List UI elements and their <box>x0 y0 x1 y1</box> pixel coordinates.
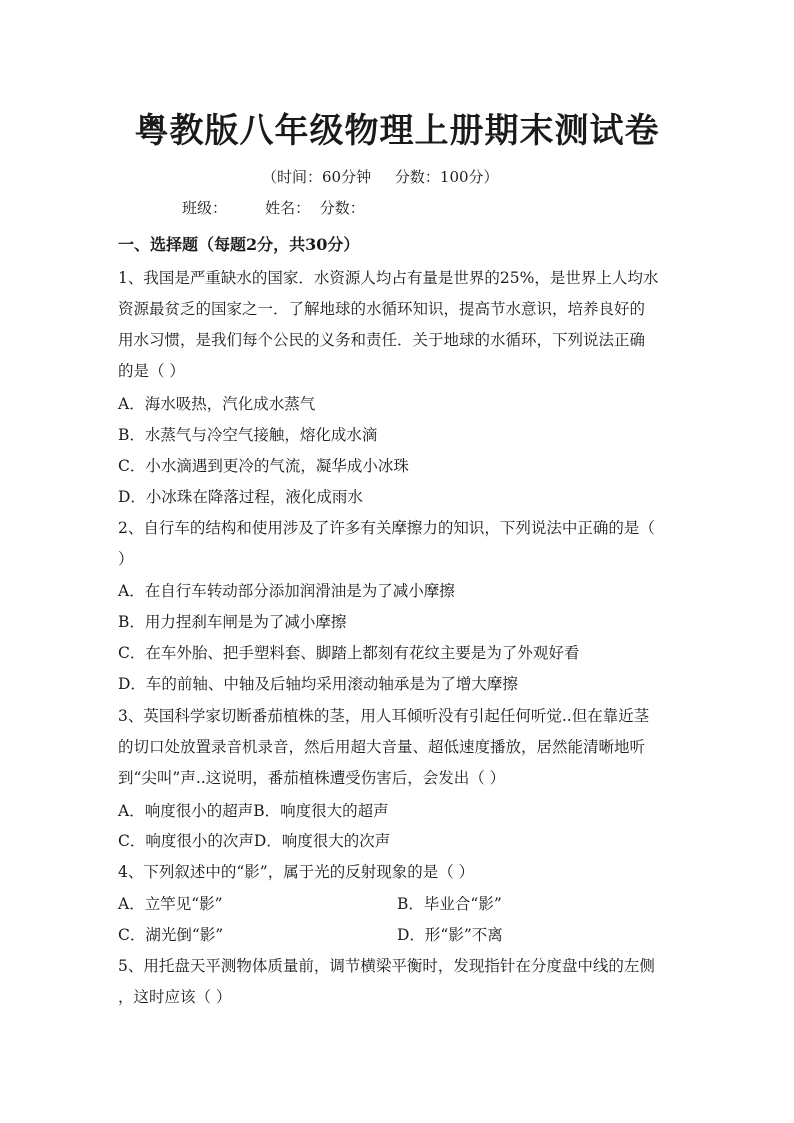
question-5-stem-line: ，这时应该（ ） <box>118 988 232 1006</box>
question-1-stem-line: 用水习惯，是我们每个公民的义务和责任．关于地球的水循环，下列说法正确 <box>118 331 646 349</box>
student-info-row <box>182 197 365 218</box>
question-2-option-a: A．在自行车转动部分添加润滑油是为了减小摩擦 <box>118 582 455 600</box>
class-label: 班级： <box>182 199 228 217</box>
question-3-stem-line: 到“尖叫”声..这说明，番茄植株遭受伤害后，会发出（ ） <box>118 769 506 787</box>
question-2-stem-line: 2、自行车的结构和使用涉及了许多有关摩擦力的知识，下列说法中正确的是（ <box>118 519 655 537</box>
question-2-option-c: C．在车外胎、把手塑料套、脚踏上都刻有花纹主要是为了外观好看 <box>118 644 580 662</box>
question-1-option-a: A．海水吸热，汽化成水蒸气 <box>118 395 316 413</box>
question-3-stem-line: 3、英国科学家切断番茄植株的茎，用人耳倾听没有引起任何听觉..但在靠近茎 <box>118 707 650 725</box>
question-5-stem-line: 5、用托盘天平测物体质量前，调节横梁平衡时，发现指针在分度盘中线的左侧 <box>118 957 655 975</box>
question-4-option-d: D．形“影”不离 <box>397 926 503 944</box>
question-1-stem-line: 资源最贫乏的国家之一．了解地球的水循环知识，提高节水意识，培养良好的 <box>118 300 646 318</box>
question-2-option-d: D．车的前轴、中轴及后轴均采用滚动轴承是为了增大摩擦 <box>118 675 518 693</box>
exam-subtitle: （时间：60分钟 分数：100分） <box>262 168 499 186</box>
question-3-stem-line: 的切口处放置录音机录音，然后用超大音量、超低速度播放，居然能清晰地听 <box>118 738 646 756</box>
question-3-options-line: A．响度很小的超声B．响度很大的超声 <box>118 802 389 820</box>
question-3-options-line: C．响度很小的次声D．响度很大的次声 <box>118 832 391 850</box>
question-4-option-a: A．立竿见“影” <box>118 895 223 913</box>
question-1-stem-line: 1、我国是严重缺水的国家．水资源人均占有量是世界的25%，是世界上人均水 <box>118 269 659 287</box>
question-1-stem-line: 的是（ ） <box>118 362 185 380</box>
page-title: 粤教版八年级物理上册期末测试卷 <box>134 111 660 151</box>
question-4-stem: 4、下列叙述中的“影”，属于光的反射现象的是（ ） <box>118 863 475 881</box>
score-label: 分数： <box>319 199 365 217</box>
question-4-option-c: C．湖光倒“影” <box>118 926 224 944</box>
section-heading: 一、选择题（每题2分，共30分） <box>118 235 360 254</box>
question-1-option-b: B．水蒸气与冷空气接触，熔化成水滴 <box>118 426 378 444</box>
question-2-option-b: B．用力捏刹车闸是为了减小摩擦 <box>118 613 347 631</box>
question-2-stem-line: ） <box>118 550 134 568</box>
question-1-option-c: C．小水滴遇到更冷的气流，凝华成小冰珠 <box>118 457 409 475</box>
name-label: 姓名： <box>265 199 311 217</box>
question-1-option-d: D．小冰珠在降落过程，液化成雨水 <box>118 488 363 506</box>
question-4-option-b: B．毕业合“影” <box>397 895 502 913</box>
